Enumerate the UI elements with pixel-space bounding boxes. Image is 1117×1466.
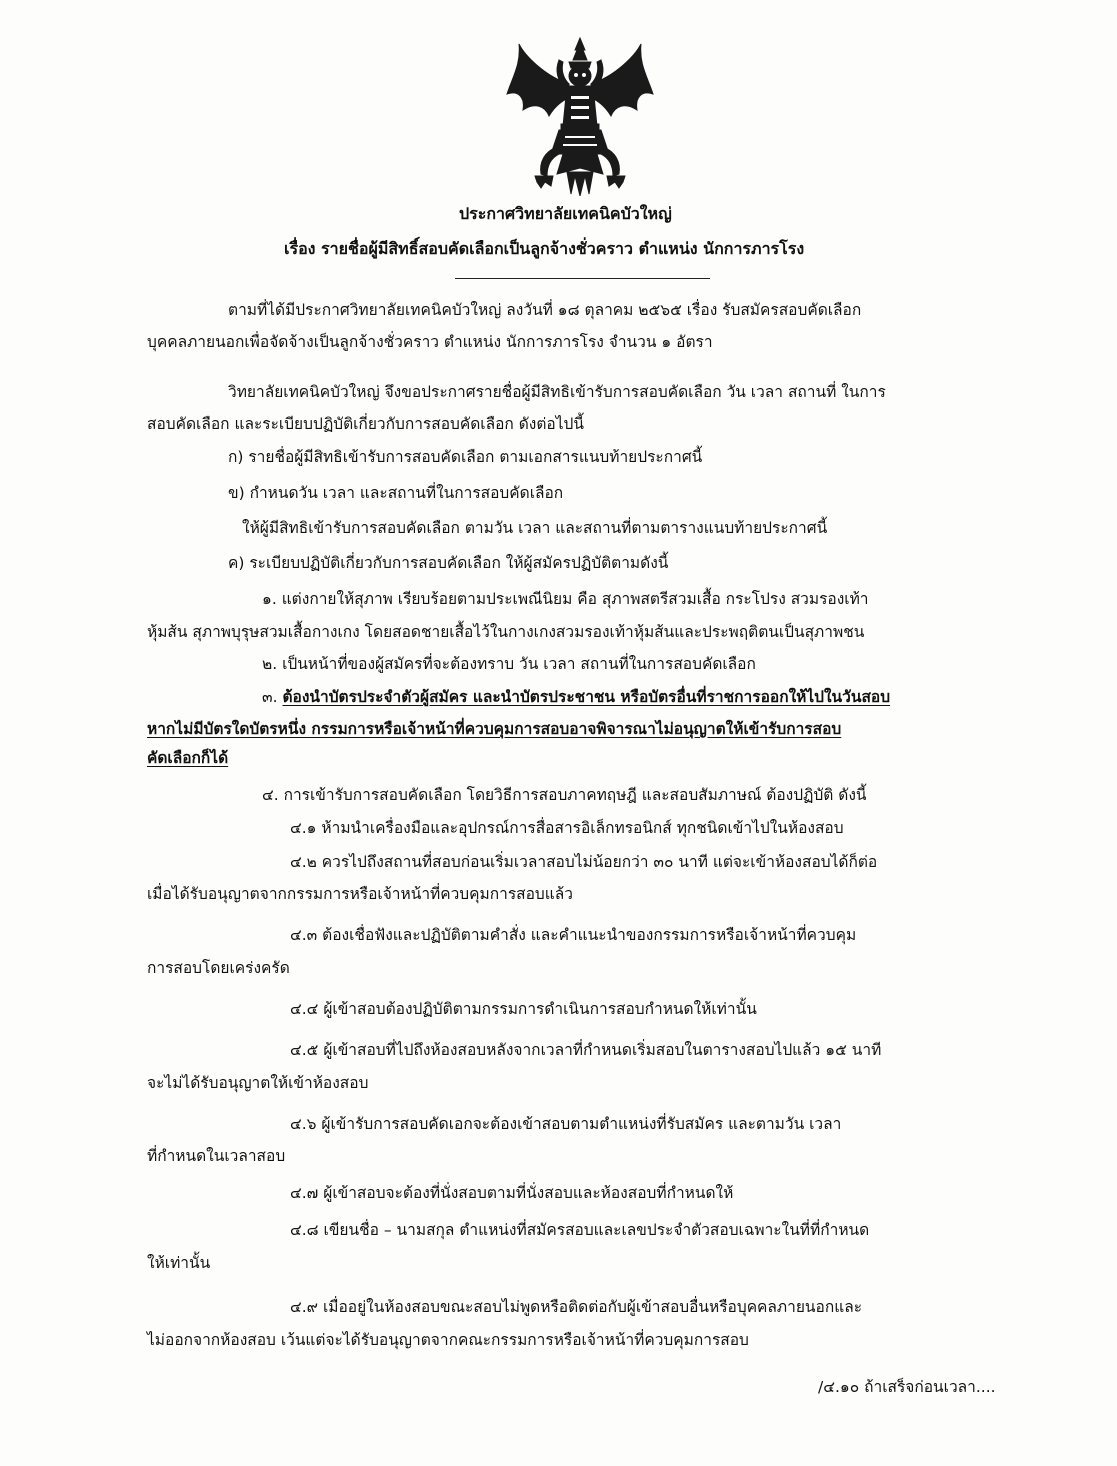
title-divider bbox=[455, 278, 710, 279]
announce-line-2: สอบคัดเลือก และระเบียบปฏิบัติเกี่ยวกับการสอบคัดเลือก ดังต่อไปนี้ bbox=[147, 415, 584, 433]
announce-line-1: วิทยาลัยเทคนิคบัวใหญ่ จึงขอประกาศรายชื่อผู้มีสิทธิเข้ารับการสอบคัดเลือก วัน เวลา สถานที่ ในการ bbox=[228, 383, 886, 401]
document-title: ประกาศวิทยาลัยเทคนิคบัวใหญ่ bbox=[459, 204, 672, 223]
rule-1-line-2: หุ้มส้น สุภาพบุรุษสวมเสื้อกางเกง โดยสอดชายเสื้อไว้ในกางเกงสวมรองเท้าหุ้มส้นและประพฤติตนเป็นสุภาพชน bbox=[147, 623, 865, 641]
rule-4: ๔. การเข้ารับการสอบคัดเลือก โดยวิธีการสอบภาคทฤษฎี และสอบสัมภาษณ์ ต้องปฏิบัติ ดังนี้ bbox=[262, 786, 867, 804]
rule-4-8-line-1: ๔.๘ เขียนชื่อ – นามสกุล ตำแหน่งที่สมัครสอบและเลขประจำตัวสอบเฉพาะในที่ที่กำหนด bbox=[290, 1221, 870, 1239]
rule-4-2-line-1: ๔.๒ ควรไปถึงสถานที่สอบก่อนเริ่มเวลาสอบไม่น้อยกว่า ๓๐ นาที แต่จะเข้าห้องสอบได้ก็ต่อ bbox=[290, 853, 878, 871]
rule-4-9-line-2: ไม่ออกจากห้องสอบ เว้นแต่จะได้รับอนุญาตจากคณะกรรมการหรือเจ้าหน้าที่ควบคุมการสอบ bbox=[147, 1331, 749, 1349]
rule-4-6-line-1: ๔.๖ ผู้เข้ารับการสอบคัดเอกจะต้องเข้าสอบตามตำแหน่งที่รับสมัคร และตามวัน เวลา bbox=[290, 1115, 842, 1133]
rule-3-line-3: คัดเลือกก็ได้ bbox=[147, 749, 229, 767]
rule-3-text-1: ต้องนำบัตรประจำตัวผู้สมัคร และนำบัตรประชาชน หรือบัตรอื่นที่ราชการออกให้ไปในวันสอบ bbox=[282, 688, 891, 706]
rule-4-4: ๔.๔ ผู้เข้าสอบต้องปฏิบัติตามกรรมการดำเนินการสอบกำหนดให้เท่านั้น bbox=[290, 1000, 757, 1018]
document-subject: เรื่อง รายชื่อผู้มีสิทธิ์สอบคัดเลือกเป็นลูกจ้างชั่วคราว ตำแหน่ง นักการภารโรง bbox=[284, 239, 805, 258]
section-a: ก) รายชื่อผู้มีสิทธิเข้ารับการสอบคัดเลือก ตามเอกสารแนบท้ายประกาศนี้ bbox=[228, 448, 703, 466]
rule-3-number: ๓. bbox=[262, 688, 278, 706]
rule-4-3-line-2: การสอบโดยเคร่งครัด bbox=[147, 959, 290, 977]
rule-2: ๒. เป็นหน้าที่ของผู้สมัครที่จะต้องทราบ วัน เวลา สถานที่ในการสอบคัดเลือก bbox=[262, 655, 756, 673]
rule-4-6-line-2: ที่กำหนดในเวลาสอบ bbox=[147, 1147, 286, 1165]
section-c: ค) ระเบียบปฏิบัติเกี่ยวกับการสอบคัดเลือก ให้ผู้สมัครปฏิบัติตามดังนี้ bbox=[228, 554, 669, 572]
intro-line-1: ตามที่ได้มีประกาศวิทยาลัยเทคนิคบัวใหญ่ ลงวันที่ ๑๘ ตุลาคม ๒๕๖๕ เรื่อง รับสมัครสอบคัดเลือก bbox=[228, 301, 862, 319]
garuda-emblem-icon bbox=[505, 36, 655, 196]
rule-4-5-line-1: ๔.๕ ผู้เข้าสอบที่ไปถึงห้องสอบหลังจากเวลาที่กำหนดเริ่มสอบในตารางสอบไปแล้ว ๑๕ นาที bbox=[290, 1041, 882, 1059]
section-b: ข) กำหนดวัน เวลา และสถานที่ในการสอบคัดเลือก bbox=[228, 484, 564, 502]
rule-4-9-line-1: ๔.๙ เมื่ออยู่ในห้องสอบขณะสอบไม่พูดหรือติดต่อกับผู้เข้าสอบอื่นหรือบุคคลภายนอกและ bbox=[290, 1298, 863, 1316]
rule-4-8-line-2: ให้เท่านั้น bbox=[147, 1254, 211, 1272]
rule-3-line-1 bbox=[262, 687, 890, 707]
rule-4-3-line-1: ๔.๓ ต้องเชื่อฟังและปฏิบัติตามคำสั่ง และคำแนะนำของกรรมการหรือเจ้าหน้าที่ควบคุม bbox=[290, 926, 857, 944]
rule-1-line-1: ๑. แต่งกายให้สุภาพ เรียบร้อยตามประเพณีนิยม คือ สุภาพสตรีสวมเสื้อ กระโปรง สวมรองเท้า bbox=[262, 590, 869, 608]
page-continuation: /๔.๑๐ ถ้าเสร็จก่อนเวลา.... bbox=[818, 1378, 996, 1396]
intro-line-2: บุคคลภายนอกเพื่อจัดจ้างเป็นลูกจ้างชั่วคราว ตำแหน่ง นักการภารโรง จำนวน ๑ อัตรา bbox=[147, 333, 713, 351]
rule-4-7: ๔.๗ ผู้เข้าสอบจะต้องที่นั่งสอบตามที่นั่งสอบและห้องสอบที่กำหนดให้ bbox=[290, 1184, 734, 1202]
section-b-detail: ให้ผู้มีสิทธิเข้ารับการสอบคัดเลือก ตามวัน เวลา และสถานที่ตามตารางแนบท้ายประกาศนี้ bbox=[242, 519, 828, 537]
rule-3-line-2: หากไม่มีบัตรใดบัตรหนึ่ง กรรมการหรือเจ้าหน้าที่ควบคุมการสอบอาจพิจารณาไม่อนุญาตให้เข้ารับการสอบ bbox=[147, 720, 842, 738]
rule-4-1: ๔.๑ ห้ามนำเครื่องมือและอุปกรณ์การสื่อสารอิเล็กทรอนิกส์ ทุกชนิดเข้าไปในห้องสอบ bbox=[290, 819, 844, 837]
rule-4-5-line-2: จะไม่ได้รับอนุญาตให้เข้าห้องสอบ bbox=[147, 1074, 369, 1092]
rule-4-2-line-2: เมื่อได้รับอนุญาตจากกรรมการหรือเจ้าหน้าที่ควบคุมการสอบแล้ว bbox=[147, 885, 573, 903]
